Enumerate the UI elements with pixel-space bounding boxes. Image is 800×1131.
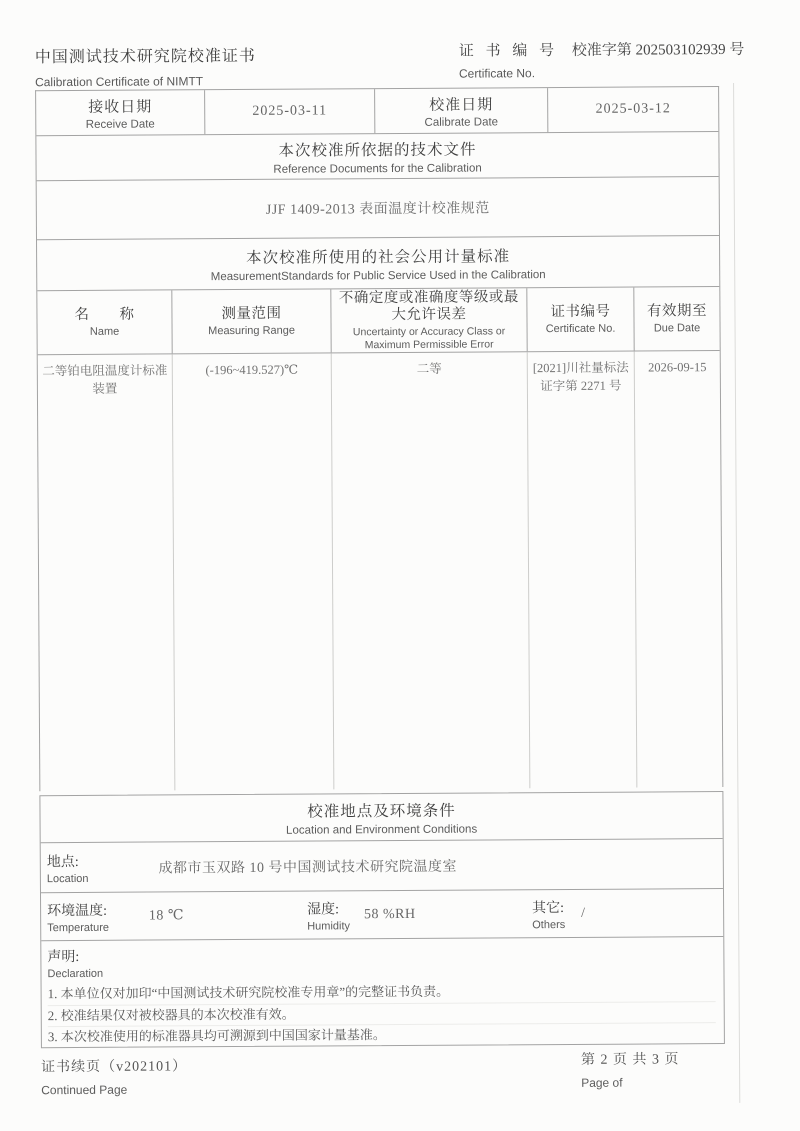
column-name-en: Name <box>89 325 120 338</box>
certificate-number-line <box>459 38 745 61</box>
receive-date-value-cell <box>205 89 375 134</box>
column-certno-cn: 证书编号 <box>550 303 611 320</box>
location-environment-box <box>39 791 725 1048</box>
institute-title-cn: 中国测试技术研究院校准证书 <box>34 47 256 67</box>
receive-date-label-en: Receive Date <box>85 117 155 131</box>
receive-date-value: 2025-03-11 <box>252 103 328 119</box>
page-number-cn: 第 2 页 共 3 页 <box>580 1052 680 1068</box>
column-name-cn: 名 称 <box>74 306 135 323</box>
institute-title-en: Calibration Certificate of NIMTT <box>34 74 204 90</box>
column-header-name <box>37 290 172 354</box>
humidity-label-group <box>307 898 350 932</box>
location-section-title <box>40 792 722 842</box>
reference-title-en: Reference Documents for the Calibration <box>273 161 482 176</box>
reference-title-cn: 本次校准所依据的技术文件 <box>278 141 477 160</box>
declaration-item-2: 2. 校准结果仅对被校器具的本次校准有效。 <box>48 1002 716 1028</box>
column-header-uncertainty <box>331 288 527 352</box>
standard-duedate-cell <box>635 351 723 788</box>
receive-date-label-cn: 接收日期 <box>88 99 153 116</box>
standard-certno: [2021]川社量标法证字第 2271 号 <box>532 360 629 394</box>
humidity-label-cn: 湿度: <box>307 901 340 918</box>
document-header-left <box>35 43 256 89</box>
standard-class: 二等 <box>416 361 442 376</box>
declaration-label-en: Declaration <box>47 967 104 981</box>
standards-table-header <box>37 286 719 354</box>
temperature-label-en: Temperature <box>47 921 110 934</box>
column-certno-en: Certificate No. <box>545 322 616 335</box>
reference-section-title <box>36 131 718 180</box>
location-label-cn: 地点: <box>46 854 79 870</box>
temperature-group <box>47 898 307 934</box>
location-title-en: Location and Environment Conditions <box>286 823 478 837</box>
column-header-certno <box>527 288 634 352</box>
calibrate-date-label-cn: 校准日期 <box>429 96 494 114</box>
scan-edge-artifact <box>733 83 740 1103</box>
standard-name: 二等铂电阻温度计标准装置 <box>42 363 168 396</box>
standard-range: (-196~419.527)℃ <box>205 362 299 378</box>
others-label-group <box>532 896 565 930</box>
column-header-duedate <box>634 287 719 351</box>
location-value: 成都市玉双路 10 号中国测试技术研究院温度室 <box>158 859 457 876</box>
environment-row <box>41 888 723 940</box>
temperature-label-group <box>47 899 109 933</box>
declaration-label-cn: 声明: <box>47 949 80 966</box>
standards-title-en: MeasurementStandards for Public Service Used in the Calibration <box>210 268 546 283</box>
calibrate-date-value: 2025-03-12 <box>595 101 671 117</box>
dates-row <box>36 87 718 135</box>
standard-class-cell <box>332 352 531 789</box>
declaration-item-3: 3. 本次校准使用的标准器具均可溯源到中国国家计量基准。 <box>47 1027 386 1045</box>
location-row <box>41 838 723 892</box>
calibrate-date-label-en: Calibrate Date <box>424 115 499 129</box>
temperature-label-cn: 环境温度: <box>47 903 108 919</box>
others-value: / <box>581 905 586 921</box>
page-number-en: Page of <box>581 1075 623 1090</box>
humidity-label-en: Humidity <box>307 919 351 933</box>
continued-page-label-en: Continued Page <box>41 1082 128 1098</box>
calibrate-date-value-cell <box>548 87 718 132</box>
declaration-section <box>41 936 724 1047</box>
main-table <box>35 86 723 791</box>
column-duedate-en: Due Date <box>653 321 701 334</box>
column-header-range <box>172 289 331 353</box>
standard-duedate: 2026-09-15 <box>648 360 707 375</box>
declaration-items <box>48 980 716 1048</box>
footer-left <box>41 1055 187 1097</box>
others-label-cn: 其它: <box>532 900 565 916</box>
standards-section-title <box>37 235 719 290</box>
standard-range-cell <box>173 353 335 790</box>
standard-certno-cell <box>528 352 638 789</box>
reference-document-text: JJF 1409-2013 表面温度计校准规范 <box>37 176 719 239</box>
calibrate-date-label-cell <box>375 88 548 133</box>
location-title-cn: 校准地点及环境条件 <box>307 802 456 821</box>
location-label-en: Location <box>46 872 89 885</box>
column-duedate-cn: 有效期至 <box>646 302 707 319</box>
humidity-value: 58 %RH <box>363 906 416 922</box>
column-uncertainty-en: Uncertainty or Accuracy Class or Maximum Permissible Error <box>352 324 506 351</box>
declaration-item-1: 1. 本单位仅对加印“中国测试技术研究院校准专用章”的完整证书负责。 <box>48 980 716 1006</box>
standards-title-cn: 本次校准所使用的社会公用计量标准 <box>246 247 511 267</box>
standards-table-body <box>38 350 723 791</box>
standard-name-cell <box>38 354 176 791</box>
others-group <box>532 896 723 931</box>
document-header-right <box>459 38 745 81</box>
location-label-group <box>47 850 89 884</box>
continued-page-label-cn: 证书续页（v202101） <box>41 1059 188 1076</box>
column-uncertainty-cn: 不确定度或准确度等级或最大允许误差 <box>338 288 519 323</box>
certificate-number-value: 校准字第 202503102939 号 <box>571 41 745 59</box>
others-label-en: Others <box>532 918 566 931</box>
column-range-cn: 测量范围 <box>221 305 282 322</box>
humidity-group <box>307 897 532 932</box>
footer-right <box>581 1048 680 1090</box>
receive-date-label-cell <box>36 90 205 135</box>
certificate-number-label-en: Certificate No. <box>458 66 536 81</box>
certificate-number-label-cn: 证 书 编 号 <box>458 43 559 60</box>
column-range-en: Measuring Range <box>208 324 296 337</box>
temperature-value: 18 ℃ <box>148 908 185 924</box>
